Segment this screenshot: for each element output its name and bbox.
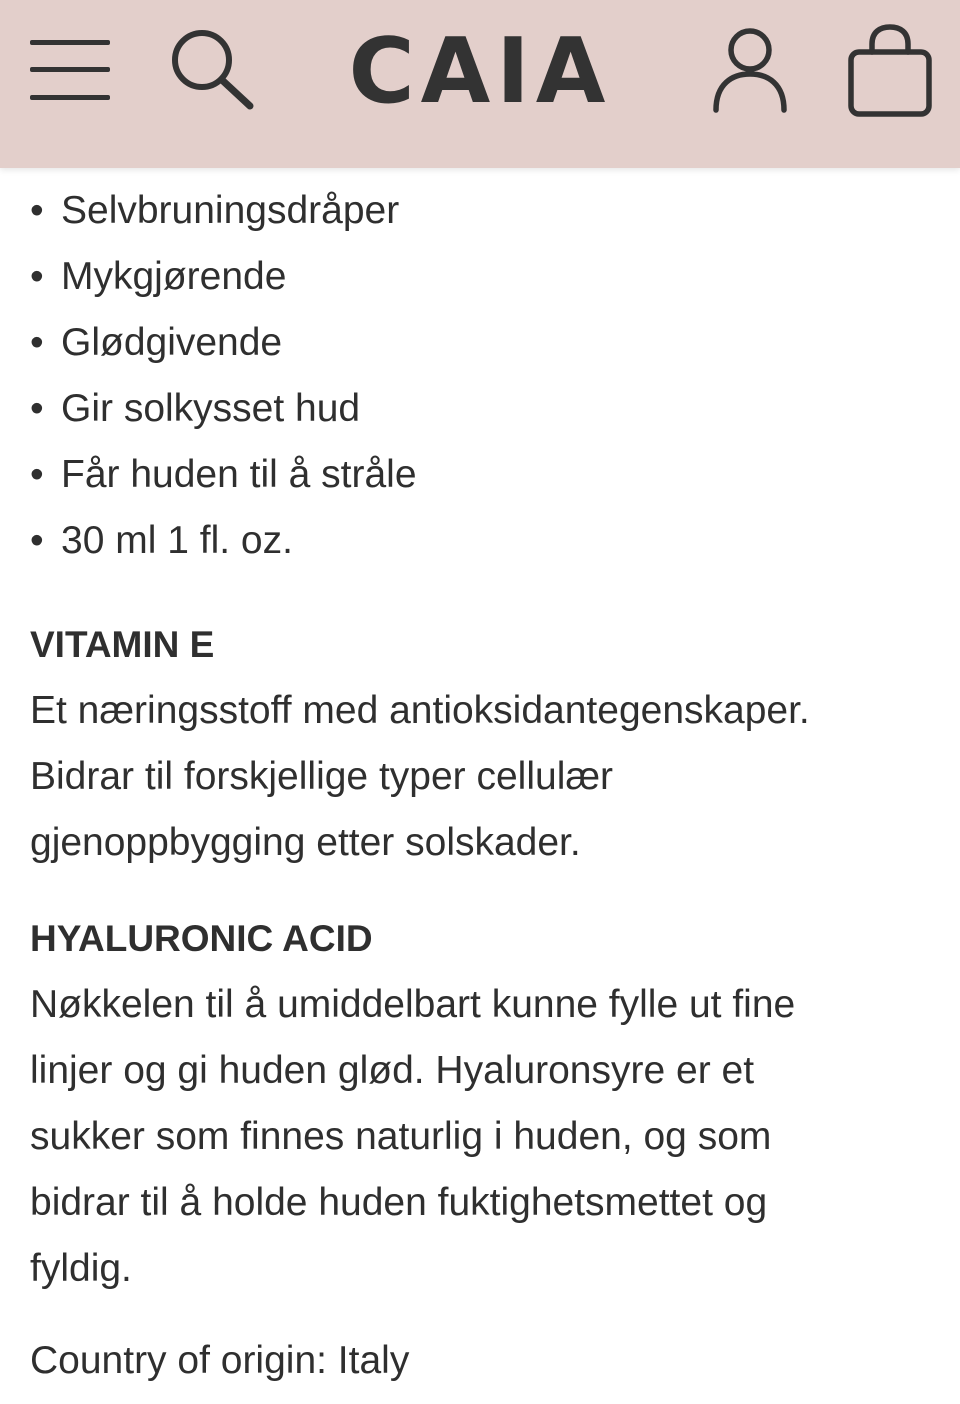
search-icon[interactable] bbox=[168, 28, 258, 112]
section-text-vitamin-e bbox=[30, 678, 940, 876]
list-item: • Mykgjørende bbox=[30, 244, 940, 310]
menu-icon[interactable] bbox=[28, 38, 112, 102]
feature-list bbox=[30, 178, 940, 574]
site-header bbox=[0, 0, 960, 168]
text-line: Bidrar til forskjellige typer cellulær bbox=[30, 755, 614, 798]
brand-logo[interactable]: CAIA bbox=[348, 19, 612, 124]
shopping-bag-icon[interactable] bbox=[846, 24, 934, 118]
list-item: • 30 ml 1 fl. oz. bbox=[30, 508, 940, 574]
product-description bbox=[30, 178, 940, 1394]
section-text-hyaluronic-acid bbox=[30, 972, 940, 1302]
user-icon[interactable] bbox=[710, 26, 790, 114]
text-line: Nøkkelen til å umiddelbart kunne fylle ut fine bbox=[30, 983, 796, 1026]
text-line: gjenoppbygging etter solskader. bbox=[30, 821, 581, 864]
country-of-origin: Country of origin: Italy bbox=[30, 1339, 410, 1382]
section-heading-vitamin-e: VITAMIN E bbox=[30, 624, 215, 665]
text-line: linjer og gi huden glød. Hyaluronsyre er et bbox=[30, 1049, 755, 1092]
text-line: fyldig. bbox=[30, 1247, 132, 1290]
text-line: sukker som finnes naturlig i huden, og som bbox=[30, 1115, 772, 1158]
list-item: • Får huden til å stråle bbox=[30, 442, 940, 508]
text-line: Et næringsstoff med antioksidantegenskaper. bbox=[30, 689, 810, 732]
section-heading-hyaluronic-acid: HYALURONIC ACID bbox=[30, 918, 373, 959]
list-item: • Glødgivende bbox=[30, 310, 940, 376]
text-line: bidrar til å holde huden fuktighetsmettet og bbox=[30, 1181, 768, 1224]
list-item: • Selvbruningsdråper bbox=[30, 178, 940, 244]
list-item: • Gir solkysset hud bbox=[30, 376, 940, 442]
